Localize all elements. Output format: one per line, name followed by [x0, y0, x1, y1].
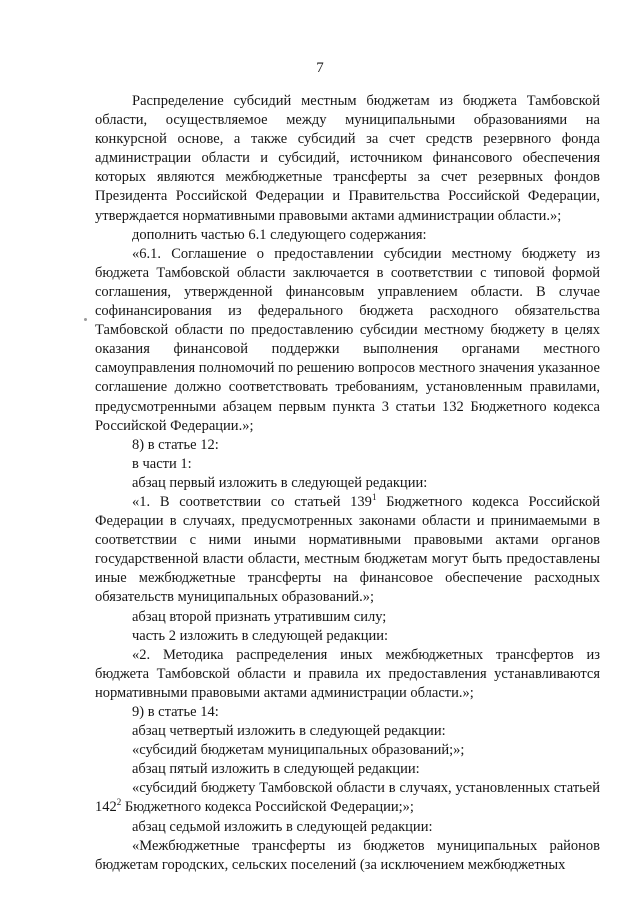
- paragraph-article-14-fourth: абзац четвертый изложить в следующей редакции:: [132, 723, 446, 740]
- paragraph-article-14: 9) в статье 14:: [132, 704, 219, 720]
- paragraph-text-before-sup: «субсидий бюджету Тамбовской области в случаях, установленных статьей 142: [95, 780, 600, 816]
- paragraph-part-6-1-text: «6.1. Соглашение о предоставлении субсидии местному бюджету из бюджета Тамбовской области заключается в соответствии с типовой формой соглашения, утвержденной финансовым управлением области. В случае софинансирования из федерального бюджета расходного обязательства Тамбовской области по предоставлению субсидии местному бюджету в целях оказания финансовой поддержки выполнения органами местного самоуправления полномочий по решению вопросов местного значения указанное соглашение должно соответствовать требованиям, установленным правилами, предусмотренными абзацем первым пункта 3 статьи 132 Бюджетного кодекса Российской Федерации.»;: [95, 245, 600, 434]
- paragraph-article-12-part-2-text: «2. Методика распределения иных межбюджетных трансфертов из бюджета Тамбовской области и правила их предоставления устанавливаются нормативными правовыми актами администрации области.»;: [95, 646, 600, 701]
- paragraph-article-14-seventh: абзац седьмой изложить в следующей редакции:: [132, 818, 433, 835]
- paragraph-article-12-part-2: часть 2 изложить в следующей редакции:: [132, 627, 389, 644]
- superscript-1: 1: [371, 492, 377, 503]
- paragraph-article-14-fifth: абзац пятый изложить в следующей редакции:: [132, 761, 420, 778]
- superscript-2: 2: [116, 797, 122, 808]
- paragraph-article-14-fourth-text: «субсидий бюджетам муниципальных образований;»;: [132, 742, 465, 759]
- paragraph-article-14-fifth-text: [95, 779, 600, 817]
- paragraph-text-before-sup: «1. В соответствии со статьей 139: [132, 493, 372, 510]
- paragraph-article-14-seventh-text: «Межбюджетные трансферты из бюджетов муниципальных районов бюджетам городских, сельских поселений (за исключением межбюджетных: [95, 837, 600, 873]
- scan-mark: [84, 318, 87, 321]
- paragraph-second-paragraph-invalid: абзац второй признать утратившим силу;: [132, 608, 387, 625]
- paragraph-text-after-sup: Бюджетного кодекса Российской Федерации в случаях, предусмотренных законами области и принимаемыми в соответствии с ними иными нормативными правовыми актами органов государственной власти области, местным бюджетам могут быть предоставлены иные межбюджетные трансферты на финансовое обеспечение расходных обязательств муниципальных образований.»;: [95, 493, 600, 606]
- paragraph-article-12-first-paragraph: абзац первый изложить в следующей редакции:: [132, 474, 428, 491]
- paragraph-article-12-part-1-text: [95, 493, 600, 608]
- paragraph-subsidy-distribution: Распределение субсидий местным бюджетам из бюджета Тамбовской области, осуществляемое между муниципальными образованиями на конкурсной основе, а также субсидий за счет средств резервного фонда администрации области и субсидий, источником финансового обеспечения которых являются межбюджетные трансферты за счет резервных фондов Президента Российской Федерации и Правительства Российской Федерации, утверждается нормативными правовыми актами администрации области.»;: [95, 93, 600, 224]
- paragraph-add-part-6-1: дополнить частью 6.1 следующего содержания:: [132, 226, 427, 243]
- document-body: [95, 92, 600, 875]
- paragraph-article-12: 8) в статье 12:: [132, 436, 219, 453]
- page-number: 7: [316, 60, 324, 76]
- paragraph-article-12-part-1: в части 1:: [132, 455, 192, 472]
- paragraph-text-after-sup: Бюджетного кодекса Российской Федерации;»;: [121, 799, 414, 816]
